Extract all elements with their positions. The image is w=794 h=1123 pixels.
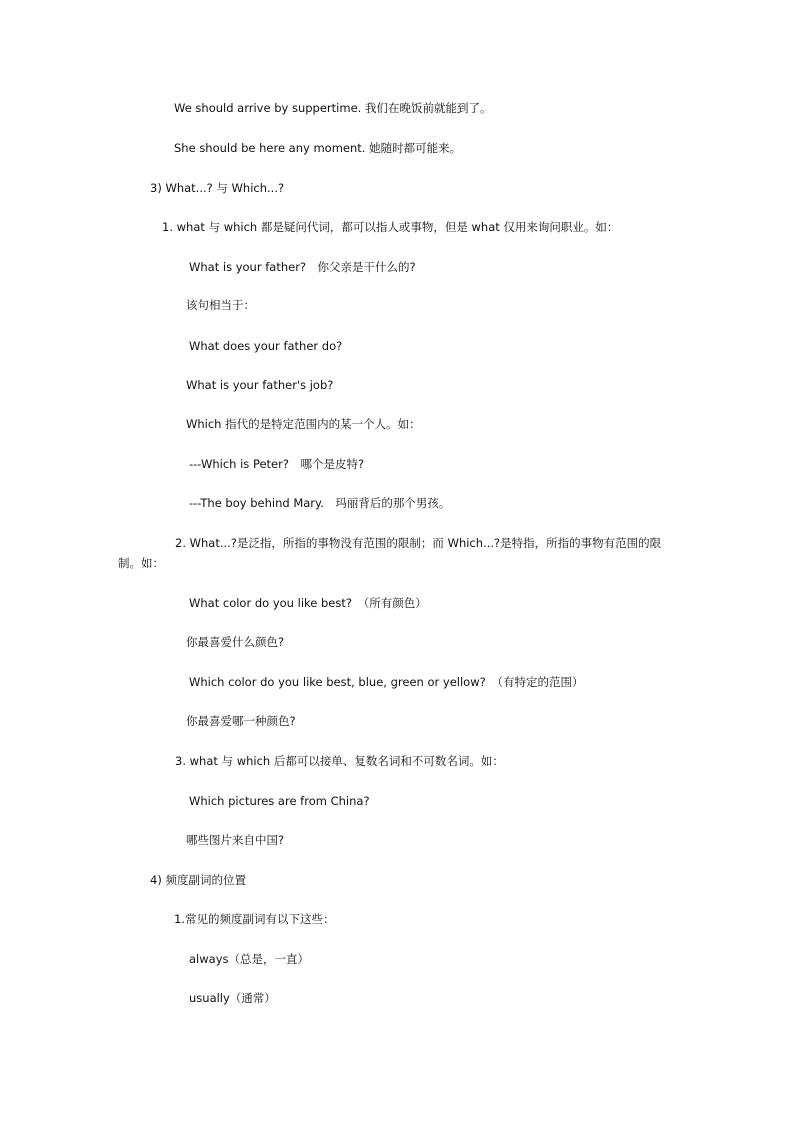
list-item: 3. what 与 which 后都可以接单、复数名词和不可数名词。如： [175, 754, 504, 768]
translation: 你最喜爱哪一种颜色? [186, 714, 296, 728]
example-sentence: What color do you like best? （所有颜色） [189, 596, 427, 610]
example-sentence: She should be here any moment. 她随时都可能来。 [174, 141, 462, 155]
example-sentence: We should arrive by suppertime. 我们在晚饭前就能到了。 [174, 101, 492, 115]
paragraph-text: Which 指代的是特定范围内的某一个人。如： [186, 417, 421, 431]
example-sentence: ---Which is Peter? 哪个是皮特? [189, 457, 365, 471]
list-item-continued: 制。如： [118, 556, 164, 570]
vocab-item: always（总是，一直） [189, 952, 309, 966]
example-sentence: What is your father? 你父亲是干什么的? [189, 260, 416, 274]
example-sentence: Which pictures are from China? [189, 794, 370, 808]
translation: 哪些图片来自中国? [186, 833, 285, 847]
list-item: 2. What...?是泛指，所指的事物没有范围的限制；而 Which...?是特指，所指的事物有范围的限 [175, 536, 662, 550]
section-heading: 3) What...? 与 Which...? [150, 181, 285, 195]
example-sentence: Which color do you like best, blue, green or yellow? （有特定的范围） [189, 675, 584, 689]
paragraph-text: 该句相当于： [186, 298, 255, 312]
vocab-item: usually（通常） [189, 991, 276, 1005]
translation: 你最喜爱什么颜色? [186, 635, 285, 649]
example-sentence: What is your father's job? [186, 378, 334, 392]
example-sentence: What does your father do? [189, 339, 343, 353]
section-heading: 4) 频度副词的位置 [150, 873, 246, 887]
list-item: 1. what 与 which 都是疑问代词，都可以指人或事物，但是 what 仅用来询问职业。如： [162, 220, 619, 234]
example-sentence: ---The boy behind Mary. 玛丽背后的那个男孩。 [189, 496, 451, 510]
list-item: 1.常见的频度副词有以下这些： [174, 912, 335, 926]
